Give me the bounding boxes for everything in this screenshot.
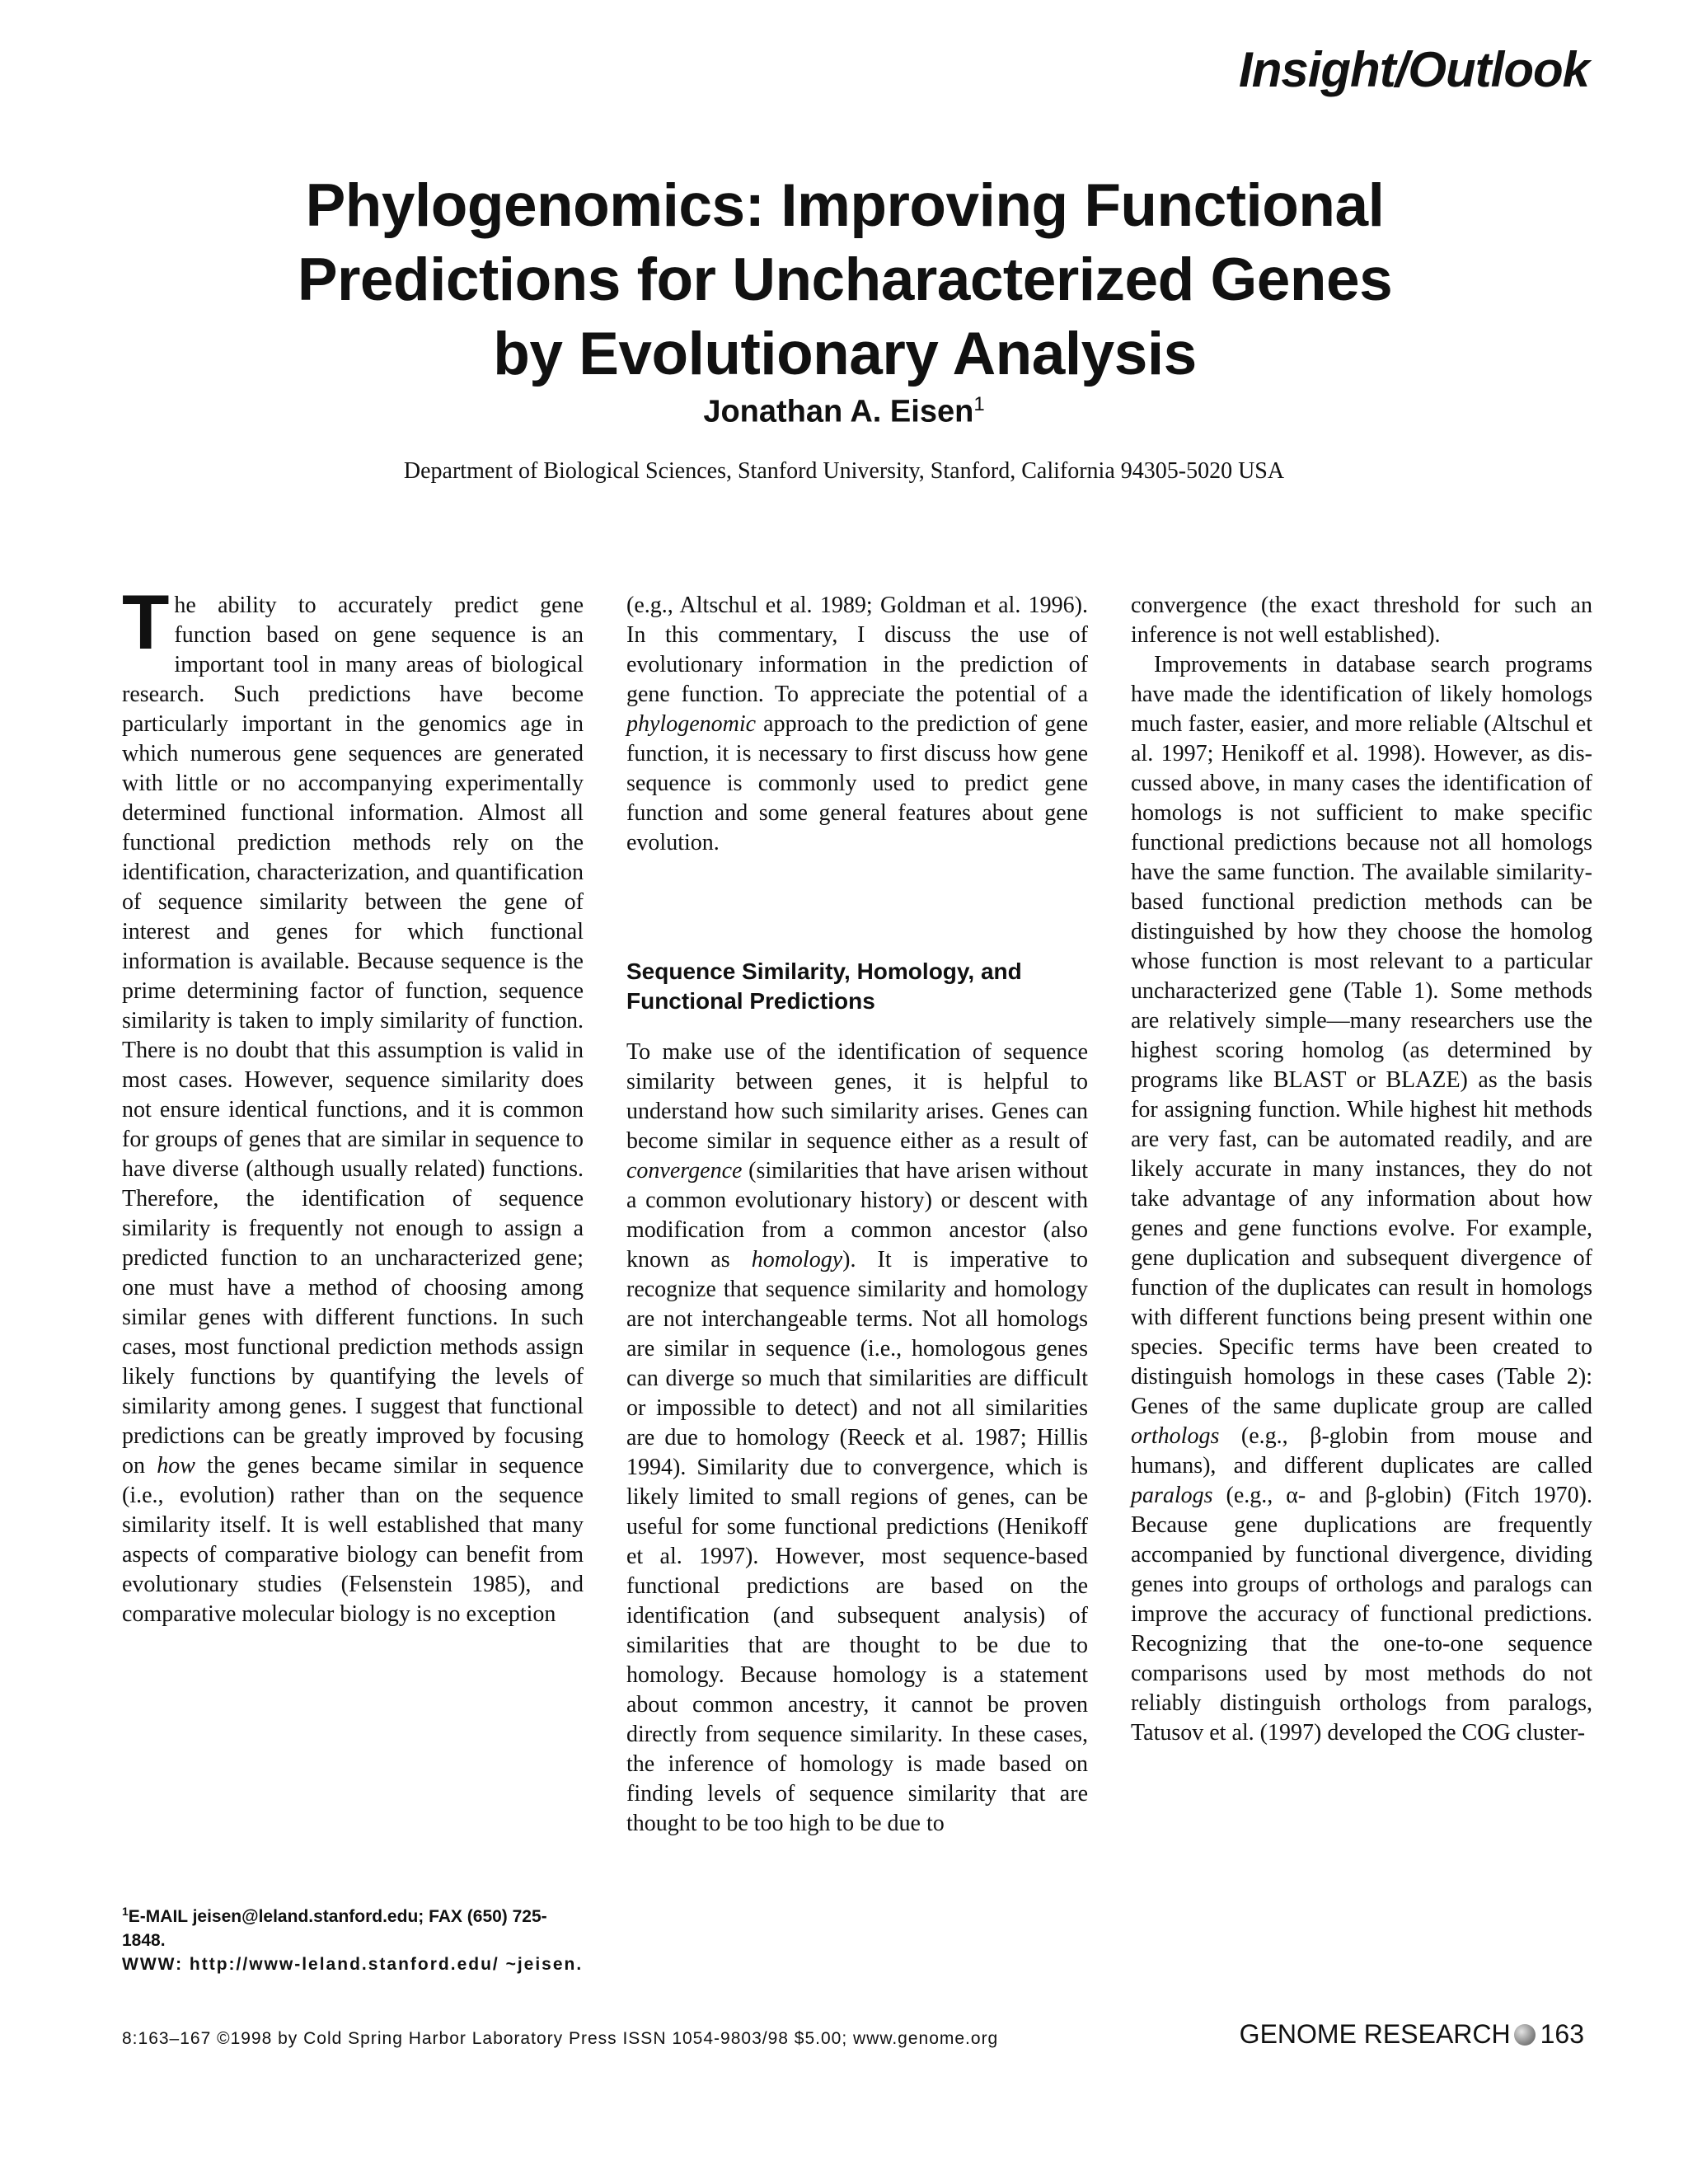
drop-cap: T [122,579,170,665]
footnote-contact: $^1$E-MAIL jeisen@leland.stanford.edu; FAX (650) 725-1848. [122,1905,547,1950]
author-footnote-marker: 1 [973,393,985,415]
paragraph: To make use of the identification of sequence similarity between genes, it is helpful to understand how such similarity arises. Genes can become similar in sequence either as a result of convergence (similarities that have arisen without a common evolutionary history) or descent with modification from a common ancestor (also known as homology). It is imperative to recognize that sequence similarity and homology are not interchangeable terms. Not all homologs are similar in sequence (i.e., homologous genes can diverge so much that similarities are difficult or impossible to detect) and not all similarities are due to homology (Reeck et al. 1987; Hillis 1994). Similarity due to convergence, which is likely limited to small regions of genes, can be useful for some functional predictions (Henikoff et al. 1997). However, most sequence-based functional predictions are based on the identification (and subsequent analysis) of similarities that are thought to be due to homology. Because homology is a statement about common ancestry, it cannot be proven directly from sequence similarity. In these cases, the inference of homology is made based on finding levels of sequence similarity that are thought to be too high to be due to [626,1039,1089,1836]
paragraph: The ability to accurately predict gene function based on gene sequence is an important tool in many areas of biological research. Such predictions have become particularly important in the genomics age in which numerous gene sequences are generated with little or no accompanying experimentally determined functional information. Almost all functional prediction methods rely on the identification, characterization, and quantification of sequence similarity between the gene of interest and genes for which functional information is available. Because sequence is the prime determining factor of function, sequence similarity is taken to imply similarity of function. There is no doubt that this assumption is valid in most cases. However, sequence similarity does not ensure identical functions, and it is common for groups of genes that are similar in sequence to have diverse (although usually related) functions. Therefore, the identification of sequence similarity is frequently not enough to assign a predicted function to an uncharacterized gene; one must have a method of choosing among similar genes with different functions. In such cases, most functional prediction methods assign likely functions by quantifying the levels of similarity among genes. I suggest that functional predictions can be greatly improved by focusing on how the genes became similar in sequence (i.e., evolution) rather than on the sequence similarity itself. It is well established that many aspects of comparative biology can benefit from evolutionary studies (Felsenstein 1985), and comparative molecular biology is no exception [122,579,584,1627]
body-column-2 [626,591,1088,1839]
body-column-3 [1131,591,1592,1748]
footer-citation: 8:163–167 ©1998 by Cold Spring Harbor Laboratory Press ISSN 1054-9803/98 $5.00; www.genome.org [122,2029,999,2048]
author [0,393,1688,430]
paragraph: convergence (the exact threshold for such an inference is not well established). [1131,593,1592,648]
footer-journal [1240,2019,1584,2050]
body-column-1 [122,579,584,1629]
section-tag: Insight/Outlook [1239,42,1589,97]
paragraph: (e.g., Altschul et al. 1989; Goldman et al. 1996). In this commentary, I discuss the use of evolutionary information in the prediction of gene function. To appreciate the potential of a phylogenomic approach to the prediction of gene function, it is necessary to first discuss how gene sequence is commonly used to predict gene function and some general features about gene evolution. [626,593,1088,855]
paragraph: Improvements in database search programs have made the identification of likely homologs much faster, easier, and more reliable (Altschul et al. 1997; Henikoff et al. 1998). However, as discussed above, in many cases the identification of homologs is not sufficient to make specific functional predictions because not all homologs have the same function. The available similarity-based functional prediction methods can be distinguished by how they choose the homolog whose function is most relevant to a particular uncharacterized gene (Table 1). Some methods are relatively simple—many researchers use the highest scoring homolog (as determined by programs like BLAST or BLAZE) as the basis for assigning function. While highest hit methods are very fast, can be automated readily, and are likely accurate in many instances, they do not take advantage of any information about how genes and gene functions evolve. For example, gene duplication and subsequent divergence of function of the duplicates can result in homologs with different functions being present within one species. Specific terms have been created to distinguish homologs in these cases (Table 2): Genes of the same duplicate group are called orthologs (e.g., β-globin from mouse and humans), and different duplicates are called paralogs (e.g., α- and β-globin) (Fitch 1970). Because gene duplications are frequently accompanied by functional divergence, dividing genes into groups of orthologs and paralogs can improve the accuracy of functional predictions. Recognizing that the one-to-one sequence comparisons used by most methods do not reliably distinguish orthologs from paralogs, Tatusov et al. (1997) developed the COG cluster- [1131,652,1592,1746]
footnote-marker: 1 [122,1905,129,1918]
article-title [124,169,1566,391]
affiliation: Department of Biological Sciences, Stanford University, Stanford, California 94305-5020 USA [403,458,1285,484]
page-number: 163 [1540,2019,1584,2049]
leaf-icon [1514,2024,1536,2046]
footnote-www: WWW: http://www-leland.stanford.edu/ ~jeisen. [122,1955,584,1974]
journal-name: GENOME RESEARCH [1239,2019,1511,2049]
footnote [122,1900,584,1976]
title-line: by Evolutionary Analysis [493,321,1197,387]
title-line: Predictions for Uncharacterized Genes [297,246,1393,313]
title-line: Phylogenomics: Improving Functional [305,172,1385,239]
author-name: Jonathan A. Eisen [703,394,974,429]
section-heading: Sequence Similarity, Homology, and Functional Predictions [626,958,1022,1014]
